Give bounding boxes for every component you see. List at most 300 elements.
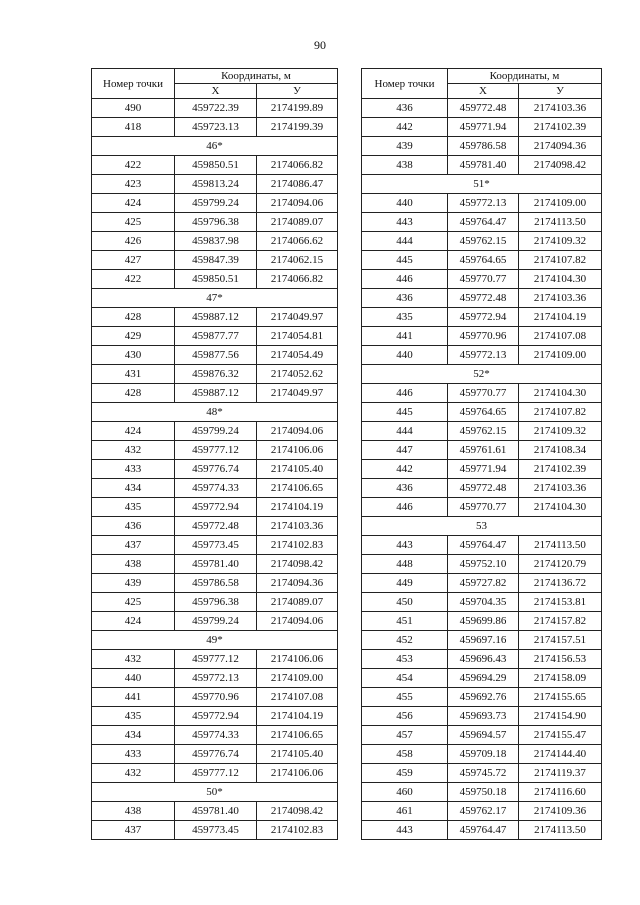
table-row — [92, 612, 338, 631]
table-row — [362, 194, 602, 213]
point-number-cell: 446 — [362, 384, 448, 403]
x-coordinate-cell: 459773.45 — [175, 536, 257, 555]
y-coordinate-cell: 2174199.89 — [257, 99, 338, 118]
point-number-cell: 435 — [92, 498, 175, 517]
x-coordinate-cell: 459704.35 — [448, 593, 519, 612]
x-coordinate-cell: 459772.48 — [448, 289, 519, 308]
table-row — [92, 213, 338, 232]
y-coordinate-cell: 2174109.36 — [519, 802, 602, 821]
table-row — [92, 707, 338, 726]
point-number-cell: 444 — [362, 422, 448, 441]
point-number-cell: 454 — [362, 669, 448, 688]
y-coordinate-cell: 2174106.65 — [257, 726, 338, 745]
table-row — [92, 479, 338, 498]
point-number-cell: 430 — [92, 346, 175, 365]
table-row — [362, 650, 602, 669]
y-coordinate-cell: 2174066.62 — [257, 232, 338, 251]
y-coordinate-cell: 2174154.90 — [519, 707, 602, 726]
x-coordinate-cell: 459786.58 — [175, 574, 257, 593]
x-coordinate-cell: 459745.72 — [448, 764, 519, 783]
x-coordinate-cell: 459837.98 — [175, 232, 257, 251]
y-coordinate-cell: 2174109.32 — [519, 422, 602, 441]
point-number-cell: 456 — [362, 707, 448, 726]
point-number-cell: 440 — [362, 194, 448, 213]
header-coordinates: Координаты, м — [448, 69, 602, 84]
x-coordinate-cell: 459781.40 — [175, 555, 257, 574]
x-coordinate-cell: 459877.56 — [175, 346, 257, 365]
y-coordinate-cell: 2174086.47 — [257, 175, 338, 194]
table-row — [92, 460, 338, 479]
y-coordinate-cell: 2174108.34 — [519, 441, 602, 460]
table-row — [92, 650, 338, 669]
x-coordinate-cell: 459696.43 — [448, 650, 519, 669]
x-coordinate-cell: 459850.51 — [175, 156, 257, 175]
x-coordinate-cell: 459850.51 — [175, 270, 257, 289]
table-row — [362, 555, 602, 574]
section-label: 50* — [92, 783, 338, 802]
y-coordinate-cell: 2174098.42 — [257, 802, 338, 821]
y-coordinate-cell: 2174094.06 — [257, 422, 338, 441]
table-row — [362, 118, 602, 137]
x-coordinate-cell: 459773.45 — [175, 821, 257, 840]
table-row — [92, 251, 338, 270]
x-coordinate-cell: 459762.15 — [448, 232, 519, 251]
table-row — [362, 536, 602, 555]
table-row — [92, 194, 338, 213]
point-number-cell: 423 — [92, 175, 175, 194]
table-row — [92, 764, 338, 783]
point-number-cell: 422 — [92, 156, 175, 175]
point-number-cell: 436 — [362, 479, 448, 498]
table-row — [362, 688, 602, 707]
y-coordinate-cell: 2174066.82 — [257, 156, 338, 175]
table-row — [362, 232, 602, 251]
y-coordinate-cell: 2174102.83 — [257, 536, 338, 555]
y-coordinate-cell: 2174107.82 — [519, 403, 602, 422]
header-y: У — [519, 84, 602, 99]
table-row — [362, 422, 602, 441]
table-row — [92, 536, 338, 555]
y-coordinate-cell: 2174098.42 — [257, 555, 338, 574]
x-coordinate-cell: 459799.24 — [175, 194, 257, 213]
point-number-cell: 453 — [362, 650, 448, 669]
point-number-cell: 460 — [362, 783, 448, 802]
x-coordinate-cell: 459776.74 — [175, 460, 257, 479]
y-coordinate-cell: 2174102.83 — [257, 821, 338, 840]
point-number-cell: 440 — [362, 346, 448, 365]
section-row — [362, 365, 602, 384]
table-row — [92, 308, 338, 327]
header-point-number: Номер точки — [362, 69, 448, 99]
y-coordinate-cell: 2174107.08 — [519, 327, 602, 346]
table-row — [362, 327, 602, 346]
y-coordinate-cell: 2174120.79 — [519, 555, 602, 574]
point-number-cell: 443 — [362, 536, 448, 555]
table-row — [92, 726, 338, 745]
y-coordinate-cell: 2174102.39 — [519, 460, 602, 479]
x-coordinate-cell: 459727.82 — [448, 574, 519, 593]
x-coordinate-cell: 459764.47 — [448, 536, 519, 555]
table-row — [92, 384, 338, 403]
table-row — [92, 593, 338, 612]
point-number-cell: 459 — [362, 764, 448, 783]
y-coordinate-cell: 2174109.32 — [519, 232, 602, 251]
y-coordinate-cell: 2174107.08 — [257, 688, 338, 707]
table-row — [92, 555, 338, 574]
point-number-cell: 441 — [362, 327, 448, 346]
point-number-cell: 447 — [362, 441, 448, 460]
point-number-cell: 440 — [92, 669, 175, 688]
table-row — [362, 460, 602, 479]
y-coordinate-cell: 2174155.65 — [519, 688, 602, 707]
y-coordinate-cell: 2174113.50 — [519, 821, 602, 840]
table-row — [92, 498, 338, 517]
table-row — [362, 726, 602, 745]
x-coordinate-cell: 459786.58 — [448, 137, 519, 156]
x-coordinate-cell: 459799.24 — [175, 612, 257, 631]
x-coordinate-cell: 459772.94 — [448, 308, 519, 327]
point-number-cell: 432 — [92, 441, 175, 460]
x-coordinate-cell: 459796.38 — [175, 593, 257, 612]
y-coordinate-cell: 2174094.06 — [257, 194, 338, 213]
y-coordinate-cell: 2174103.36 — [257, 517, 338, 536]
x-coordinate-cell: 459774.33 — [175, 479, 257, 498]
header-point-number: Номер точки — [92, 69, 175, 99]
y-coordinate-cell: 2174109.00 — [257, 669, 338, 688]
section-row — [92, 403, 338, 422]
table-row — [362, 498, 602, 517]
point-number-cell: 446 — [362, 498, 448, 517]
point-number-cell: 438 — [362, 156, 448, 175]
table-row — [362, 783, 602, 802]
point-number-cell: 443 — [362, 821, 448, 840]
x-coordinate-cell: 459699.86 — [448, 612, 519, 631]
point-number-cell: 457 — [362, 726, 448, 745]
table-body-left — [92, 99, 338, 840]
table-row — [362, 213, 602, 232]
section-label: 49* — [92, 631, 338, 650]
x-coordinate-cell: 459796.38 — [175, 213, 257, 232]
section-label: 51* — [362, 175, 602, 194]
y-coordinate-cell: 2174089.07 — [257, 213, 338, 232]
section-row — [92, 137, 338, 156]
point-number-cell: 433 — [92, 745, 175, 764]
y-coordinate-cell: 2174136.72 — [519, 574, 602, 593]
x-coordinate-cell: 459770.77 — [448, 270, 519, 289]
x-coordinate-cell: 459772.13 — [448, 194, 519, 213]
y-coordinate-cell: 2174156.53 — [519, 650, 602, 669]
x-coordinate-cell: 459772.13 — [448, 346, 519, 365]
x-coordinate-cell: 459799.24 — [175, 422, 257, 441]
point-number-cell: 432 — [92, 650, 175, 669]
x-coordinate-cell: 459762.17 — [448, 802, 519, 821]
section-row — [92, 783, 338, 802]
x-coordinate-cell: 459764.65 — [448, 403, 519, 422]
x-coordinate-cell: 459776.74 — [175, 745, 257, 764]
y-coordinate-cell: 2174104.30 — [519, 498, 602, 517]
point-number-cell: 445 — [362, 251, 448, 270]
x-coordinate-cell: 459764.47 — [448, 213, 519, 232]
x-coordinate-cell: 459777.12 — [175, 764, 257, 783]
point-number-cell: 438 — [92, 802, 175, 821]
y-coordinate-cell: 2174157.51 — [519, 631, 602, 650]
y-coordinate-cell: 2174157.82 — [519, 612, 602, 631]
y-coordinate-cell: 2174089.07 — [257, 593, 338, 612]
table-row — [92, 346, 338, 365]
x-coordinate-cell: 459750.18 — [448, 783, 519, 802]
x-coordinate-cell: 459772.13 — [175, 669, 257, 688]
section-row — [362, 517, 602, 536]
table-row — [362, 631, 602, 650]
point-number-cell: 435 — [92, 707, 175, 726]
y-coordinate-cell: 2174066.82 — [257, 270, 338, 289]
x-coordinate-cell: 459887.12 — [175, 384, 257, 403]
point-number-cell: 436 — [92, 517, 175, 536]
table-row — [362, 270, 602, 289]
y-coordinate-cell: 2174094.36 — [519, 137, 602, 156]
x-coordinate-cell: 459877.77 — [175, 327, 257, 346]
x-coordinate-cell: 459762.15 — [448, 422, 519, 441]
x-coordinate-cell: 459764.65 — [448, 251, 519, 270]
x-coordinate-cell: 459774.33 — [175, 726, 257, 745]
point-number-cell: 424 — [92, 612, 175, 631]
section-row — [92, 631, 338, 650]
point-number-cell: 435 — [362, 308, 448, 327]
table-row — [362, 441, 602, 460]
table-row — [92, 441, 338, 460]
y-coordinate-cell: 2174102.39 — [519, 118, 602, 137]
x-coordinate-cell: 459692.76 — [448, 688, 519, 707]
table-row — [92, 118, 338, 137]
table-row — [92, 422, 338, 441]
point-number-cell: 451 — [362, 612, 448, 631]
x-coordinate-cell: 459847.39 — [175, 251, 257, 270]
point-number-cell: 431 — [92, 365, 175, 384]
y-coordinate-cell: 2174052.62 — [257, 365, 338, 384]
point-number-cell: 433 — [92, 460, 175, 479]
point-number-cell: 443 — [362, 213, 448, 232]
header-x: X — [448, 84, 519, 99]
point-number-cell: 425 — [92, 593, 175, 612]
y-coordinate-cell: 2174119.37 — [519, 764, 602, 783]
table-row — [92, 99, 338, 118]
section-label: 52* — [362, 365, 602, 384]
point-number-cell: 444 — [362, 232, 448, 251]
y-coordinate-cell: 2174104.30 — [519, 384, 602, 403]
y-coordinate-cell: 2174153.81 — [519, 593, 602, 612]
y-coordinate-cell: 2174049.97 — [257, 308, 338, 327]
table-row — [92, 745, 338, 764]
table-row — [92, 821, 338, 840]
table-row — [362, 137, 602, 156]
point-number-cell: 434 — [92, 726, 175, 745]
y-coordinate-cell: 2174054.49 — [257, 346, 338, 365]
x-coordinate-cell: 459772.94 — [175, 498, 257, 517]
point-number-cell: 452 — [362, 631, 448, 650]
table-row — [362, 707, 602, 726]
x-coordinate-cell: 459709.18 — [448, 745, 519, 764]
x-coordinate-cell: 459723.13 — [175, 118, 257, 137]
y-coordinate-cell: 2174105.40 — [257, 745, 338, 764]
point-number-cell: 439 — [362, 137, 448, 156]
y-coordinate-cell: 2174107.82 — [519, 251, 602, 270]
point-number-cell: 450 — [362, 593, 448, 612]
y-coordinate-cell: 2174049.97 — [257, 384, 338, 403]
y-coordinate-cell: 2174098.42 — [519, 156, 602, 175]
y-coordinate-cell: 2174109.00 — [519, 194, 602, 213]
y-coordinate-cell: 2174144.40 — [519, 745, 602, 764]
point-number-cell: 448 — [362, 555, 448, 574]
point-number-cell: 446 — [362, 270, 448, 289]
section-label: 53 — [362, 517, 602, 536]
y-coordinate-cell: 2174104.19 — [519, 308, 602, 327]
y-coordinate-cell: 2174109.00 — [519, 346, 602, 365]
point-number-cell: 455 — [362, 688, 448, 707]
point-number-cell: 428 — [92, 308, 175, 327]
x-coordinate-cell: 459752.10 — [448, 555, 519, 574]
table-row — [92, 270, 338, 289]
table-row — [362, 403, 602, 422]
x-coordinate-cell: 459772.94 — [175, 707, 257, 726]
x-coordinate-cell: 459772.48 — [448, 99, 519, 118]
table-row — [362, 764, 602, 783]
coordinates-table-left — [91, 68, 338, 840]
y-coordinate-cell: 2174094.36 — [257, 574, 338, 593]
y-coordinate-cell: 2174105.40 — [257, 460, 338, 479]
x-coordinate-cell: 459772.48 — [175, 517, 257, 536]
x-coordinate-cell: 459694.57 — [448, 726, 519, 745]
x-coordinate-cell: 459770.96 — [175, 688, 257, 707]
table-row — [92, 688, 338, 707]
table-row — [92, 327, 338, 346]
table-row — [362, 384, 602, 403]
point-number-cell: 442 — [362, 460, 448, 479]
point-number-cell: 490 — [92, 99, 175, 118]
point-number-cell: 438 — [92, 555, 175, 574]
point-number-cell: 436 — [362, 289, 448, 308]
x-coordinate-cell: 459777.12 — [175, 441, 257, 460]
table-row — [362, 289, 602, 308]
y-coordinate-cell: 2174106.65 — [257, 479, 338, 498]
point-number-cell: 418 — [92, 118, 175, 137]
table-body-right — [362, 99, 602, 840]
y-coordinate-cell: 2174113.50 — [519, 213, 602, 232]
point-number-cell: 442 — [362, 118, 448, 137]
x-coordinate-cell: 459764.47 — [448, 821, 519, 840]
table-row — [362, 99, 602, 118]
section-label: 48* — [92, 403, 338, 422]
x-coordinate-cell: 459813.24 — [175, 175, 257, 194]
point-number-cell: 424 — [92, 422, 175, 441]
y-coordinate-cell: 2174113.50 — [519, 536, 602, 555]
x-coordinate-cell: 459770.77 — [448, 384, 519, 403]
x-coordinate-cell: 459697.16 — [448, 631, 519, 650]
table-row — [362, 745, 602, 764]
y-coordinate-cell: 2174054.81 — [257, 327, 338, 346]
y-coordinate-cell: 2174106.06 — [257, 650, 338, 669]
x-coordinate-cell: 459722.39 — [175, 99, 257, 118]
table-row — [92, 175, 338, 194]
y-coordinate-cell: 2174103.36 — [519, 479, 602, 498]
x-coordinate-cell: 459771.94 — [448, 118, 519, 137]
y-coordinate-cell: 2174155.47 — [519, 726, 602, 745]
table-row — [362, 593, 602, 612]
table-row — [92, 232, 338, 251]
y-coordinate-cell: 2174104.19 — [257, 707, 338, 726]
table-row — [362, 346, 602, 365]
y-coordinate-cell: 2174103.36 — [519, 289, 602, 308]
point-number-cell: 432 — [92, 764, 175, 783]
header-coordinates: Координаты, м — [175, 69, 338, 84]
y-coordinate-cell: 2174094.06 — [257, 612, 338, 631]
table-row — [362, 251, 602, 270]
table-row — [92, 669, 338, 688]
point-number-cell: 436 — [362, 99, 448, 118]
point-number-cell: 427 — [92, 251, 175, 270]
point-number-cell: 426 — [92, 232, 175, 251]
x-coordinate-cell: 459770.77 — [448, 498, 519, 517]
y-coordinate-cell: 2174158.09 — [519, 669, 602, 688]
x-coordinate-cell: 459693.73 — [448, 707, 519, 726]
y-coordinate-cell: 2174104.30 — [519, 270, 602, 289]
page-number: 90 — [314, 38, 326, 52]
table-row — [92, 365, 338, 384]
x-coordinate-cell: 459781.40 — [175, 802, 257, 821]
x-coordinate-cell: 459887.12 — [175, 308, 257, 327]
table-row — [362, 802, 602, 821]
point-number-cell: 424 — [92, 194, 175, 213]
x-coordinate-cell: 459761.61 — [448, 441, 519, 460]
x-coordinate-cell: 459770.96 — [448, 327, 519, 346]
table-row — [362, 479, 602, 498]
x-coordinate-cell: 459876.32 — [175, 365, 257, 384]
x-coordinate-cell: 459777.12 — [175, 650, 257, 669]
table-row — [92, 574, 338, 593]
point-number-cell: 461 — [362, 802, 448, 821]
point-number-cell: 441 — [92, 688, 175, 707]
section-row — [92, 289, 338, 308]
point-number-cell: 437 — [92, 536, 175, 555]
y-coordinate-cell: 2174103.36 — [519, 99, 602, 118]
table-row — [362, 574, 602, 593]
section-row — [362, 175, 602, 194]
point-number-cell: 458 — [362, 745, 448, 764]
table-row — [362, 612, 602, 631]
x-coordinate-cell: 459781.40 — [448, 156, 519, 175]
point-number-cell: 439 — [92, 574, 175, 593]
table-row — [92, 517, 338, 536]
point-number-cell: 437 — [92, 821, 175, 840]
y-coordinate-cell: 2174106.06 — [257, 764, 338, 783]
header-x: X — [175, 84, 257, 99]
point-number-cell: 422 — [92, 270, 175, 289]
y-coordinate-cell: 2174062.15 — [257, 251, 338, 270]
table-row — [92, 802, 338, 821]
section-label: 46* — [92, 137, 338, 156]
table-row — [362, 308, 602, 327]
table-row — [362, 669, 602, 688]
x-coordinate-cell: 459694.29 — [448, 669, 519, 688]
header-y: У — [257, 84, 338, 99]
point-number-cell: 429 — [92, 327, 175, 346]
point-number-cell: 449 — [362, 574, 448, 593]
table-row — [92, 156, 338, 175]
y-coordinate-cell: 2174106.06 — [257, 441, 338, 460]
coordinates-table-right — [361, 68, 602, 840]
point-number-cell: 428 — [92, 384, 175, 403]
table-row — [362, 156, 602, 175]
point-number-cell: 445 — [362, 403, 448, 422]
